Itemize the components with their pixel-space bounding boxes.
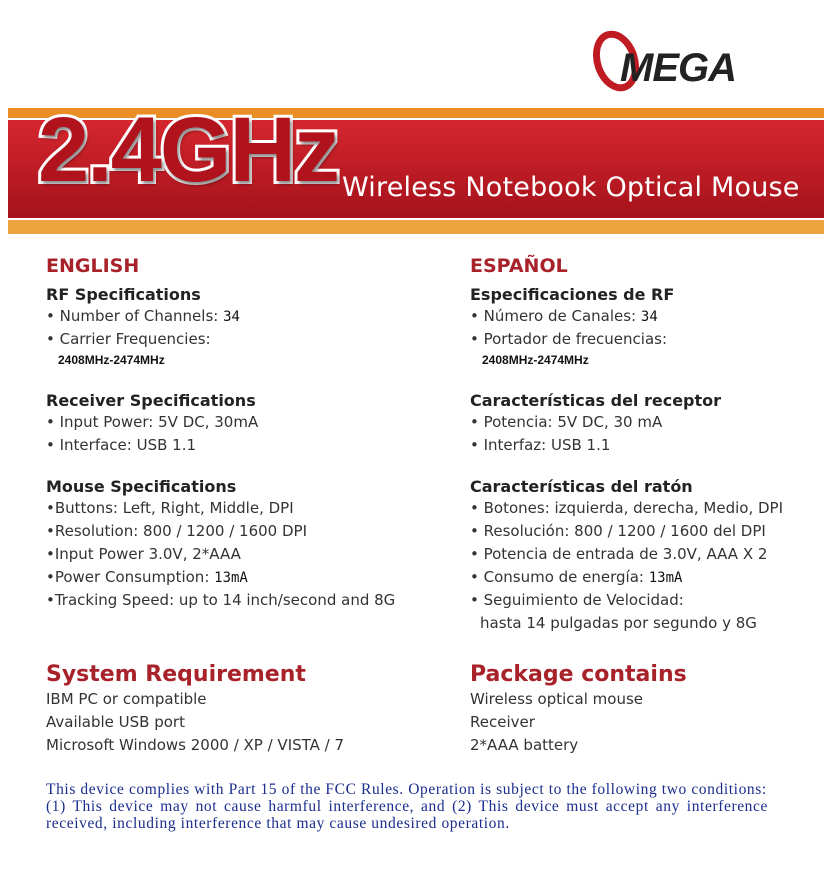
- product-name: Wireless Notebook Optical Mouse: [342, 172, 800, 203]
- mouse-power-consumption-es: [470, 568, 833, 591]
- fcc-notice-line1: This device complies with Part 15 of the FCC Rules. Operation is subject to the following two conditions:: [46, 781, 767, 798]
- language-heading-english: ENGLISH: [46, 255, 140, 277]
- carrier-frequency-value-es: 2408MHz-2474MHz: [482, 353, 589, 367]
- package-item: Receiver: [470, 713, 535, 731]
- mouse-input-power: •Input Power 3.0V, 2*AAA: [46, 545, 241, 563]
- mouse-specs-title: Mouse Specifications: [46, 477, 237, 496]
- power-consumption-label-es: • Consumo de energía:: [470, 568, 649, 586]
- channels-label: • Number of Channels:: [46, 307, 224, 325]
- mouse-tracking-speed-es-detail: hasta 14 pulgadas por segundo y 8G: [480, 614, 757, 632]
- channels-line-es: [470, 307, 833, 330]
- language-heading-spanish: ESPAÑOL: [470, 255, 568, 277]
- english-column: [46, 255, 426, 759]
- receiver-specs-title: Receiver Specifications: [46, 391, 256, 410]
- mouse-tracking-speed: •Tracking Speed: up to 14 inch/second and 8G: [46, 591, 396, 609]
- fcc-notice-line2: (1) This device may not cause harmful interference, and (2) This device must accept any interference received, including interference that may cause undesired operation.: [46, 798, 768, 832]
- mouse-input-power-es: • Potencia de entrada de 3.0V, AAA X 2: [470, 545, 768, 563]
- header-banner: [8, 99, 824, 236]
- channels-value: 34: [223, 309, 240, 325]
- receiver-power: • Input Power: 5V DC, 30mA: [46, 413, 259, 431]
- package-contains-title: Package contains: [470, 662, 687, 687]
- package-item: Wireless optical mouse: [470, 690, 643, 708]
- system-req-item: IBM PC or compatible: [46, 690, 207, 708]
- power-consumption-value: 13mA: [214, 570, 248, 586]
- receiver-specs-title-es: Características del receptor: [470, 391, 722, 410]
- package-item: 2*AAA battery: [470, 736, 579, 754]
- mouse-power-consumption: [46, 568, 426, 591]
- carrier-label-es: • Portador de frecuencias:: [470, 330, 668, 348]
- mouse-buttons: •Buttons: Left, Right, Middle, DPI: [46, 499, 294, 517]
- mouse-resolution-es: • Resolución: 800 / 1200 / 1600 del DPI: [470, 522, 766, 540]
- power-consumption-label: •Power Consumption:: [46, 568, 215, 586]
- logo-text: MEGA: [620, 46, 736, 90]
- power-consumption-value-es: 13mA: [648, 570, 683, 586]
- system-req-item: Microsoft Windows 2000 / XP / VISTA / 7: [46, 736, 345, 754]
- mouse-resolution: •Resolution: 800 / 1200 / 1600 DPI: [46, 522, 307, 540]
- frequency-title: 2.4GHz: [38, 99, 338, 201]
- rf-specs-title-es: Especificaciones de RF: [470, 285, 675, 304]
- receiver-interface: • Interface: USB 1.1: [46, 436, 197, 454]
- receiver-power-es: • Potencia: 5V DC, 30 mA: [470, 413, 663, 431]
- receiver-interface-es: • Interfaz: USB 1.1: [470, 436, 611, 454]
- banner-bottom-stripe: [8, 220, 824, 234]
- mouse-specs-title-es: Características del ratón: [470, 477, 693, 496]
- carrier-frequency-value: 2408MHz-2474MHz: [58, 353, 165, 367]
- omega-logo: [590, 30, 790, 100]
- mouse-buttons-es: • Botones: izquierda, derecha, Medio, DPI: [470, 499, 784, 517]
- system-requirement-title: System Requirement: [46, 662, 306, 687]
- spanish-column: [470, 255, 833, 759]
- system-req-item: Available USB port: [46, 713, 185, 731]
- carrier-label: • Carrier Frequencies:: [46, 330, 211, 348]
- channels-label-es: • Número de Canales:: [470, 307, 641, 325]
- fcc-notice: [46, 781, 768, 832]
- rf-specs-title: RF Specifications: [46, 285, 201, 304]
- mouse-tracking-speed-es: • Seguimiento de Velocidad:: [470, 591, 684, 609]
- channels-value-es: 34: [640, 309, 658, 325]
- channels-line: [46, 307, 426, 330]
